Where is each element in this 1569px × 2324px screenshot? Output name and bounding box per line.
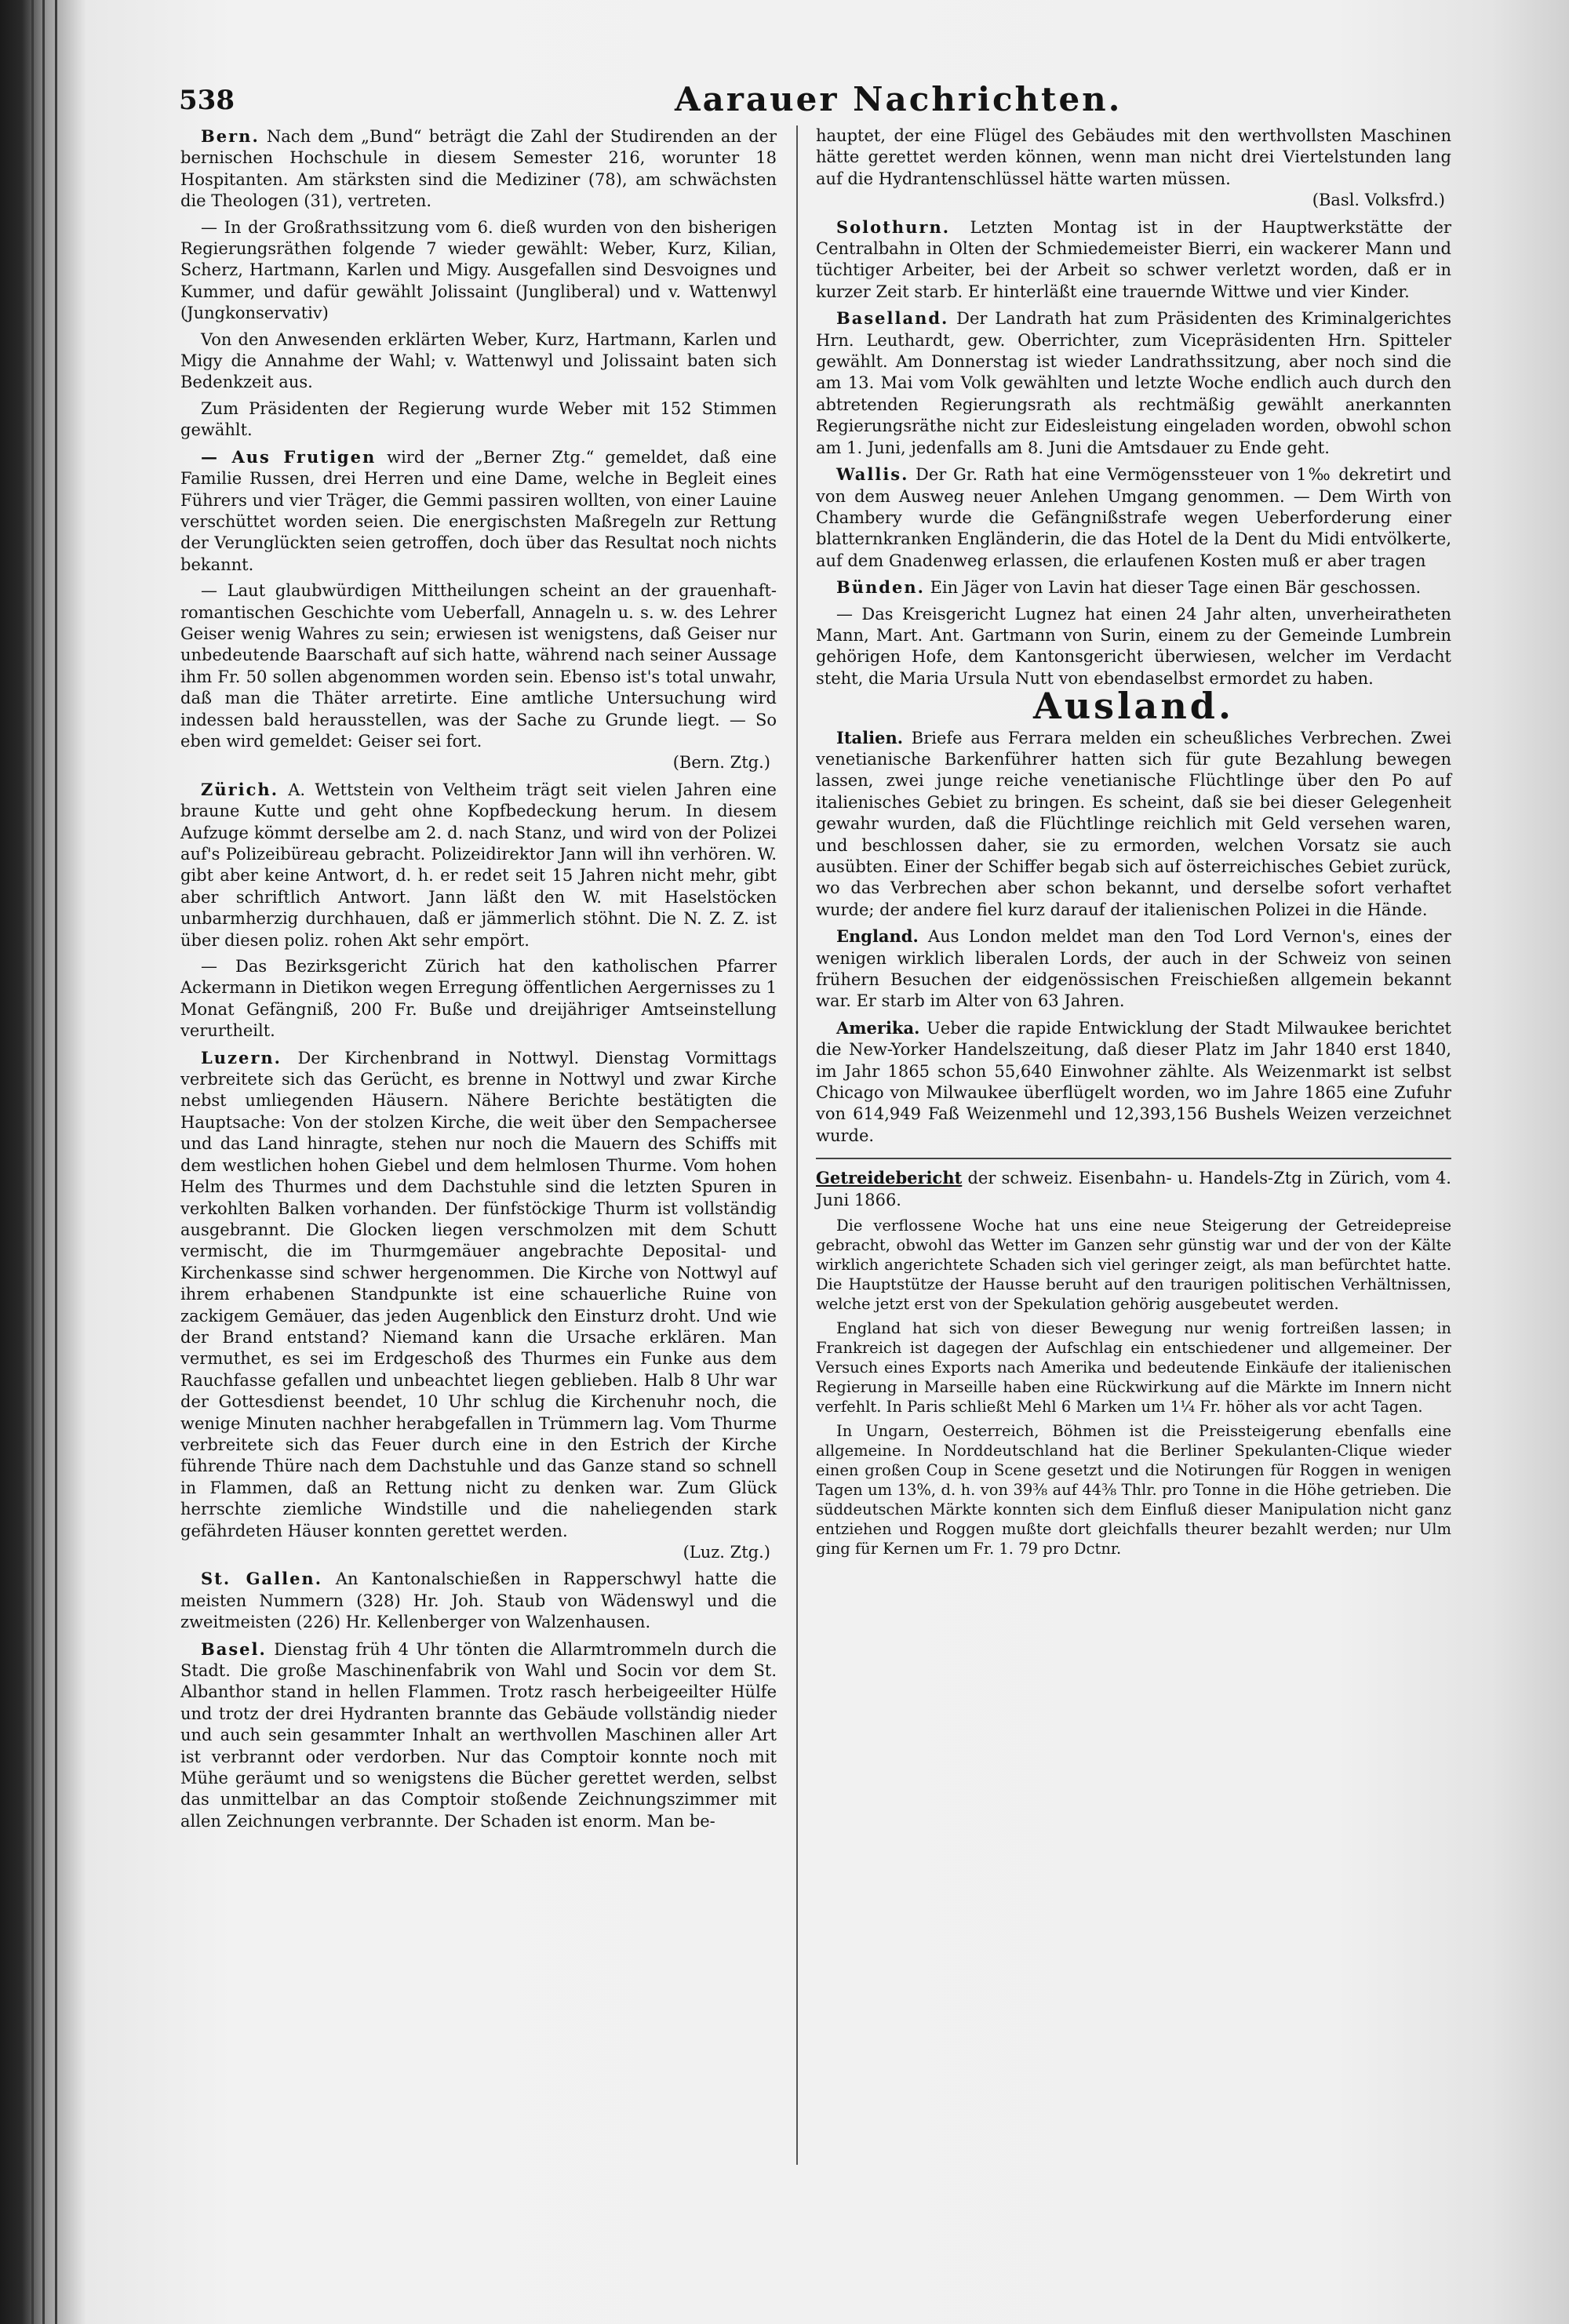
- article-text: Der Landrath hat zum Präsidenten des Kriminalgerichtes Hrn. Leuthardt, gew. Oberrichter, zum Vicepräsidenten Hrn. Spitteler gewählt. Am Donnerstag ist wieder Landrathssitzung, aber noch sind die am 13. Mai vom Volk gewählten und letzte Woche endlich auch durch den abtretenden Regierungsrath als rechtmäßig gewählt anerkannten Regierungsräthe nicht zur Eidesleistung eingeladen worden, obwohl schon am 1. Juni, jedenfalls am 8. Juni die Amtsdauer zu Ende geht.: [816, 309, 1451, 457]
- country-heading: Amerika.: [836, 1017, 920, 1038]
- news-article: [180, 779, 777, 951]
- column-divider: [796, 125, 798, 2165]
- news-article: [816, 216, 1451, 304]
- article-text: — Das Bezirksgericht Zürich hat den katholischen Pfarrer Ackermann in Dietikon wegen Erregung öffentlichen Aergernisses zu 1 Monat Gefängniß, 200 Fr. Buße und dreijähriger Amtseinstellung verurtheilt.: [180, 957, 777, 1041]
- article-dateline: Bünden.: [836, 577, 925, 598]
- article-text: Nach dem „Bund“ beträgt die Zahl der Studirenden an der bernischen Hochschule in diesem Semester 216, worunter 18 Hospitanten. Am stärksten sind die Mediziner (78), am schwächsten die Theologen (31), vertreten.: [180, 127, 777, 211]
- right-column: [816, 125, 1451, 1563]
- ausland-heading: Ausland.: [1033, 685, 1234, 728]
- news-article: [180, 398, 777, 442]
- foreign-article: [816, 1017, 1451, 1147]
- article-text: Dienstag früh 4 Uhr tönten die Allarmtrommeln durch die Stadt. Die große Maschinenfabrik von Wahl und Socin vor dem St. Albanthor stand in hellen Flammen. Trotz rasch herbeigeeilter Hülfe und trotz der drei Hydranten brannte das Gebäude vollständig nieder und auch sein gesammter Inhalt an werthvollen Maschinen aller Art ist verbrannt oder verdorben. Nur das Comptoir konnte noch mit Mühe geräumt und so wenigstens die Bücher gerettet werden, selbst das unmittelbar an das Comptoir stoßende Zeichnungszimmer mit allen Zeichnungen verbrannte. Der Schaden ist enorm. Man be-: [180, 1639, 777, 1831]
- country-heading: England.: [836, 926, 919, 947]
- article-source: (Luz. Ztg.): [683, 1543, 770, 1562]
- news-article: [180, 1047, 777, 1564]
- article-dateline: Wallis.: [836, 464, 909, 485]
- article-text: Zum Präsidenten der Regierung wurde Weber mit 152 Stimmen gewählt.: [180, 398, 777, 440]
- grain-report-subtitle: der schweiz. Eisenbahn- u. Handels-Ztg in Zürich, vom 4. Juni 1866.: [816, 1169, 1451, 1209]
- article-source: (Bern. Ztg.): [672, 753, 770, 773]
- news-article: [180, 329, 777, 394]
- article-text: — In der Großrathssitzung vom 6. dieß wurden von den bisherigen Regierungsräthen folgende 7 wieder gewählt: Weber, Kurz, Kilian, Scherz, Hartmann, Karlen und Migy. Ausgefallen sind Desvoignes und Kummer, und dafür gewählt Jolissaint (Jungliberal) und v. Wattenwyl (Jungkonservativ): [180, 217, 777, 323]
- article-text: Ein Jäger von Lavin hat dieser Tage einen Bär geschossen.: [930, 578, 1422, 598]
- article-dateline: Bern.: [201, 126, 260, 146]
- article-text: Der Gr. Rath hat eine Vermögenssteuer von 1‰ dekretirt und von dem Ausweg neuer Anlehen Umgang genommen. — Dem Wirth von Chambery wurde die Gefängnißstrafe wegen Ueberforderung einer blatternkranken Engländerin, die das Hotel de la Dent du Midi entvölkerte, auf dem Gnadenweg erlassen, die erlaufenen Kosten muß er aber tragen: [816, 465, 1451, 570]
- article-dateline: Basel.: [201, 1638, 267, 1659]
- page-number: 538: [179, 85, 235, 116]
- article-text: Briefe aus Ferrara melden ein scheußliches Verbrechen. Zwei venetianische Barkenführer hatten sich für gute Bezahlung bewegen lassen, zwei junge reiche venetianische Flüchtlinge über den Po auf italienisches Gebiet zu bringen. Es scheint, daß sie bei dieser Gelegenheit gewahr wurden, daß die Flüchtlinge reichlich mit Geld versehen waren, und beschlossen daher, sie zu ermorden, welchen Vorsatz sie auch ausübten. Einer der Schiffer begab sich auf österreichisches Gebiet zurück, wo das Verbrechen aber schon bekannt, und derselbe sofort verhaftet wurde; der andere fiel kurz darauf der italienischen Polizei in die Hände.: [816, 728, 1451, 919]
- news-article: [816, 464, 1451, 572]
- grain-report-heading: Getreidebericht: [816, 1168, 963, 1188]
- article-dateline: St. Gallen.: [201, 1569, 323, 1589]
- domestic-news-continued: [816, 125, 1451, 689]
- left-column: [180, 125, 777, 1837]
- grain-report-title: [816, 1167, 1451, 1211]
- news-article: [180, 217, 777, 325]
- article-text: A. Wettstein von Veltheim trägt seit vielen Jahren eine braune Kutte und geht ohne Kopfbedeckung herum. In diesem Aufzuge kömmt derselbe am 2. d. nach Stanz, und wird von der Polizei auf's Polizeibüreau gebracht. Polizeidirektor Jann will ihn verhören. W. gibt aber keine Antwort, d. h. er redet seit 15 Jahren nicht mehr, gibt aber schriftlich Antwort. Jann läßt den W. mit Haselstöcken unbarmherzig durchhauen, daß er jämmerlich stöhnt. Die N. Z. Z. ist über diesen poliz. rohen Akt sehr empört.: [180, 780, 777, 950]
- news-article: [180, 580, 777, 774]
- foreign-article: [816, 926, 1451, 1013]
- news-article: [816, 604, 1451, 690]
- article-text: An Kantonalschießen in Rapperschwyl hatte die meisten Nummern (328) Hr. Joh. Staub von Wädenswyl und die zweitmeisten (226) Hr. Kellenberger von Walzenhausen.: [180, 1569, 777, 1632]
- article-source: (Basl. Volksfrd.): [1312, 191, 1445, 210]
- news-article: [180, 956, 777, 1042]
- news-article: [816, 125, 1451, 212]
- article-dateline: Baselland.: [836, 308, 949, 329]
- news-article: [816, 307, 1451, 459]
- section-rule: [816, 1158, 1451, 1159]
- news-article: [180, 1638, 777, 1833]
- article-text: Der Kirchenbrand in Nottwyl. Dienstag Vormittags verbreitete sich das Gerücht, es brenne in Nottwyl und zwar Kirche nebst umliegenden Häusern. Nähere Berichte bestätigten die Hauptsache: Von der stolzen Kirche, die weit über den Sempachersee und das Land hinragte, stehen nur noch die Mauern des Schiffs mit dem westlichen hohen Giebel und dem helmlosen Thurme. Vom hohen Helm des Thurmes und dem Dachstuhle sind die letzten Spuren in verkohlten Balken vorhanden. Der fünfstöckige Thurm ist vollständig ausgebrannt. Die Glocken liegen verschmolzen mit dem Schutt vermischt, die im Thurmgemäuer angebrachte Deposital- und Kirchenkasse sind schwer hergenommen. Die Kirche von Nottwyl auf ihrem erhabenen Standpunkte ist eine schauerliche Ruine von zackigem Gemäuer, das jeden Augenblick den Einsturz droht. Und wie der Brand entstand? Niemand kann die Ursache erklären. Man vermuthet, es sei im Erdgeschoß des Thurmes ein Funke aus dem Rauchfasse gefallen und unbeachtet liegen geblieben. Halb 8 Uhr war der Gottesdienst beendet, 10 Uhr schlug die Kirchenuhr noch, die wenige Minuten nachher herabgefallen in Trümmern lag. Vom Thurme verbreitete sich das Feuer durch eine in den Estrich der Kirche führende Thüre nach dem Dachstuhle und das Ganze stand so schnell in Flammen, daß an Rettung nicht zu denken war. Zum Glück herrschte ziemliche Windstille und die naheliegenden stark gefährdeten Häuser konnten gerettet werden.: [180, 1048, 777, 1540]
- grain-report-body: [816, 1216, 1451, 1558]
- report-paragraph: England hat sich von dieser Bewegung nur wenig fortreißen lassen; in Frankreich ist dagegen der Aufschlag ein entschiedener und allgemeiner. Der Versuch eines Exports nach Amerika und bedeutende Einkäufe der italienischen Regierung in Marseille haben eine Rückwirkung auf die Märkte im Innern nicht verfehlt. In Paris schließt Mehl 6 Marken um 1¼ Fr. höher als vor acht Tagen.: [816, 1319, 1451, 1417]
- page-edge-stack: [31, 0, 78, 2324]
- article-text: — Das Kreisgericht Lugnez hat einen 24 Jahr alten, unverheiratheten Mann, Mart. Ant. Gartmann von Surin, einem zu der Gemeinde Lumbrein gehörigen Hofe, dem Kantonsgericht überwiesen, welcher im Verdacht steht, die Maria Ursula Nutt von ebendaselbst ermordet zu haben.: [816, 604, 1451, 688]
- foreign-article: [816, 727, 1451, 922]
- article-text: — Laut glaubwürdigen Mittheilungen scheint an der grauenhaft-romantischen Geschichte vom Ueberfall, Annageln u. s. w. des Lehrer Geiser wenig Wahres zu sein; erwiesen ist wenigstens, daß Geiser nur unbedeutende Baarschaft auf sich hatte, während nach seiner Aussage ihm Fr. 50 sollen abgenommen worden sein. Ebenso ist's total unwahr, daß man die Thäter arretirte. Eine amtliche Untersuchung wird indessen bald herausstellen, was der Sache zu Grunde liegt. — So eben wird gemeldet: Geiser sei fort.: [180, 581, 777, 751]
- report-paragraph: Die verflossene Woche hat uns eine neue Steigerung der Getreidepreise gebracht, obwohl das Wetter im Ganzen sehr günstig war und der von der Kälte wirklich angerichtete Schaden sich viel geringer zeigt, als man befürchtet hatte. Die Hauptstütze der Hausse beruht auf den traurigen politischen Verhältnissen, welche jetzt erst von der Spekulation gehörig ausgebeutet werden.: [816, 1217, 1451, 1314]
- news-article: [180, 1568, 777, 1633]
- news-article: [816, 576, 1451, 598]
- news-article: [180, 446, 777, 576]
- country-heading: Italien.: [836, 727, 904, 747]
- masthead-title: Aarauer Nachrichten.: [675, 80, 1123, 118]
- news-article: [180, 125, 777, 213]
- article-text: hauptet, der eine Flügel des Gebäudes mit den werthvollsten Maschinen hätte gerettet werden können, wenn man nicht drei Viertelstunden lang auf die Hydrantenschlüssel hätte warten müssen.: [816, 126, 1451, 188]
- article-dateline: Luzern.: [201, 1047, 282, 1067]
- article-text: wird der „Berner Ztg.“ gemeldet, daß eine Familie Russen, drei Herren und eine Dame, welche in Begleit eines Führers und vier Träger, die Gemmi passiren wollten, von einer Lauine verschüttet worden seien. Die energischsten Maßregeln zur Rettung der Verunglückten seien getroffen, doch über das Resultat noch nichts bekannt.: [180, 447, 777, 574]
- article-dateline: Zürich.: [201, 779, 279, 799]
- article-dateline: Solothurn.: [836, 216, 951, 237]
- article-text: Aus London meldet man den Tod Lord Vernon's, eines der wenigen wirklich liberalen Lords, der auch in der Schweiz von seinen frühern Besuchen der eidgenössischen Freischießen allgemein bekannt war. Er starb im Alter von 63 Jahren.: [816, 927, 1451, 1011]
- newspaper-page: [173, 71, 1459, 2188]
- article-text: Letzten Montag ist in der Hauptwerkstätte der Centralbahn in Olten der Schmiedemeister Bierri, ein wackerer Mann und tüchtiger Arbeiter, bei der Arbeit so schwer verletzt worden, daß er in kurzer Zeit starb. Er hinterläßt eine trauernde Wittwe und vier Kinder.: [816, 217, 1451, 301]
- article-text: Von den Anwesenden erklärten Weber, Kurz, Hartmann, Karlen und Migy die Annahme der Wahl; v. Wattenwyl und Jolissaint baten sich Bedenkzeit aus.: [180, 329, 777, 392]
- article-text: Ueber die rapide Entwicklung der Stadt Milwaukee berichtet die New-Yorker Handelszeitung, daß dieser Platz im Jahr 1840 erst 1840, im Jahr 1865 schon 55,640 Einwohner zählte. Als Weizenmarkt ist selbst Chicago von Milwaukee überflügelt worden, wo im Jahre 1865 eine Zufuhr von 614,949 Faß Weizenmehl und 12,393,156 Bushels Weizen verzeichnet wurde.: [816, 1018, 1451, 1145]
- report-paragraph: In Ungarn, Oesterreich, Böhmen ist die Preissteigerung ebenfalls eine allgemeine. In Norddeutschland hat die Berliner Spekulanten-Clique wieder einen großen Coup in Scene gesetzt und die Notirungen für Roggen in wenigen Tagen um 13%, d. h. von 39⅜ auf 44⅜ Thlr. pro Tonne in die Höhe getrieben. Die süddeutschen Märkte konnten sich dem Einfluß dieser Manipulation nicht ganz entziehen und Roggen mußte dort gleichfalls theurer bezahlt werden; nur Ulm ging für Kernen um Fr. 1. 79 pro Dctnr.: [816, 1422, 1451, 1558]
- page-header: [173, 71, 1459, 133]
- article-dateline: — Aus Frutigen: [201, 446, 377, 467]
- foreign-news: [816, 727, 1451, 1147]
